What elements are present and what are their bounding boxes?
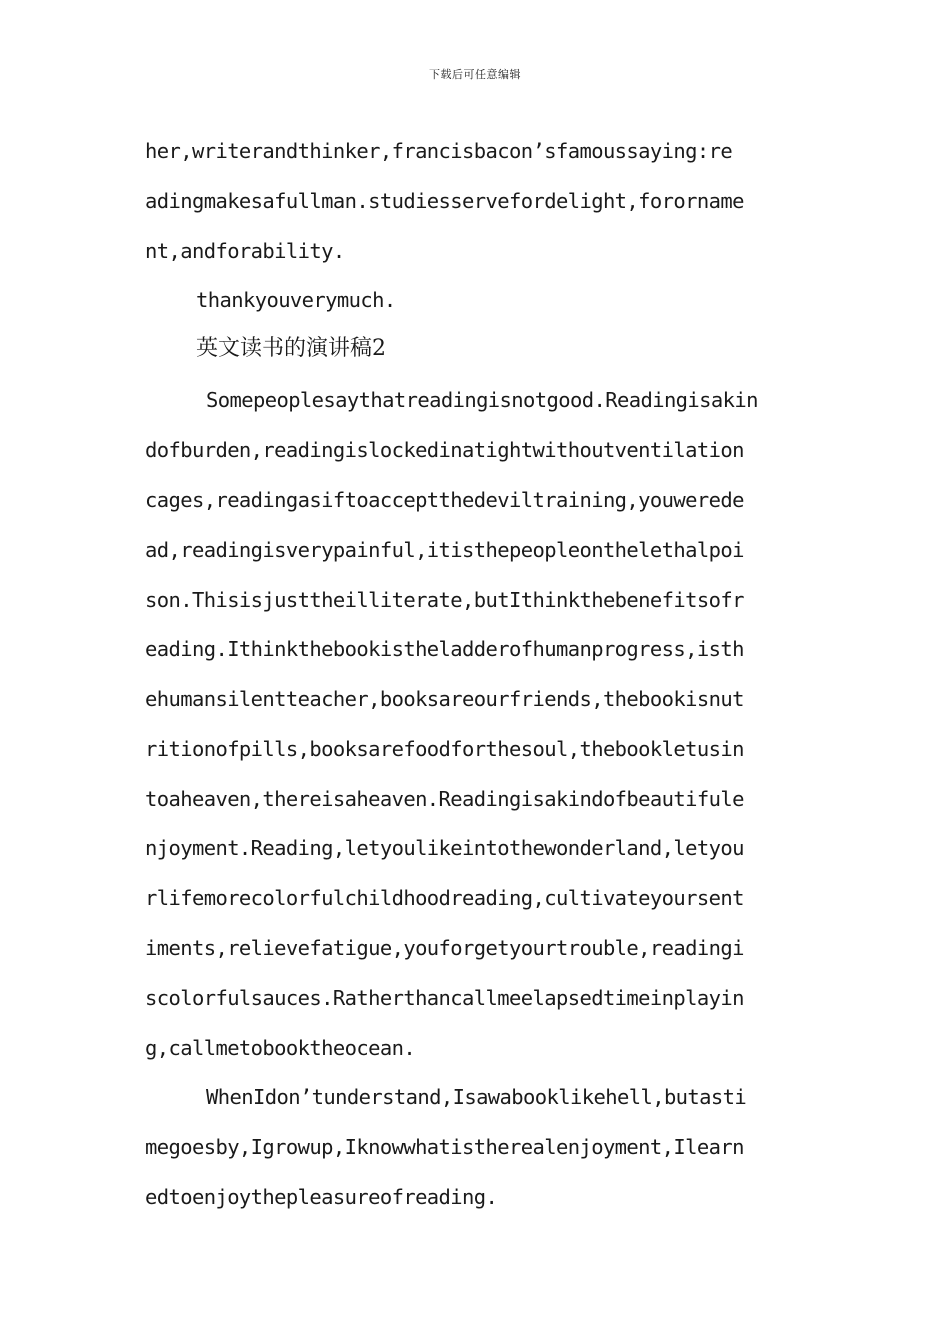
text-line: dofburden,readingislockedinatightwithoutventilation	[145, 438, 744, 462]
text-line: ad,readingisverypainful,itisthepeopleonthelethalpoi	[145, 538, 744, 562]
text-line: ehumansilentteacher,booksareourfriends,thebookisnut	[145, 687, 744, 711]
text-line: WhenIdon’tunderstand,Isawabooklikehell,butasti	[206, 1085, 747, 1109]
section-heading: 英文读书的演讲稿2	[196, 336, 386, 361]
text-line: edtoenjoythepleasureofreading.	[145, 1185, 498, 1209]
text-line: eading.Ithinkthebookistheladderofhumanprogress,isth	[145, 637, 744, 661]
text-line: g,callmetobooktheocean.	[145, 1036, 416, 1060]
text-line: her,writerandthinker,francisbacon’sfamoussaying:re	[145, 139, 733, 163]
text-line: iments,relievefatigue,youforgetyourtrouble,readingi	[145, 936, 744, 960]
text-line: cages,readingasiftoacceptthedeviltraining,youwerede	[145, 488, 744, 512]
text-line: scolorfulsauces.Ratherthancallmeelapsedtimeinplayin	[145, 986, 744, 1010]
page-header: 下载后可任意编辑	[429, 68, 521, 81]
text-line: adingmakesafullman.studiesservefordelight,forornamе	[145, 189, 744, 213]
text-line: son.Thisisjusttheilliterate,butIthinkthebenefitsofr	[145, 588, 744, 612]
text-line: thankyouverymuch.	[196, 288, 396, 312]
text-line: rlifemorecolorfulchildhoodreading,cultivateyoursent	[145, 886, 744, 910]
text-line: nt,andforability.	[145, 239, 345, 263]
text-line: megoesby,Igrowup,Iknowwhatistherealenjoyment,Ilearn	[145, 1135, 744, 1159]
text-line: njoyment.Reading,letyoulikeintothewonderland,letyou	[145, 836, 744, 860]
text-line: Somepeoplesaythatreadingisnotgood.Readingisakin	[206, 388, 758, 412]
text-line: ritionofpills,booksarefoodforthesoul,thebookletusin	[145, 737, 744, 761]
text-line: toaheaven,thereisaheaven.Readingisakindofbeautifule	[145, 787, 744, 811]
